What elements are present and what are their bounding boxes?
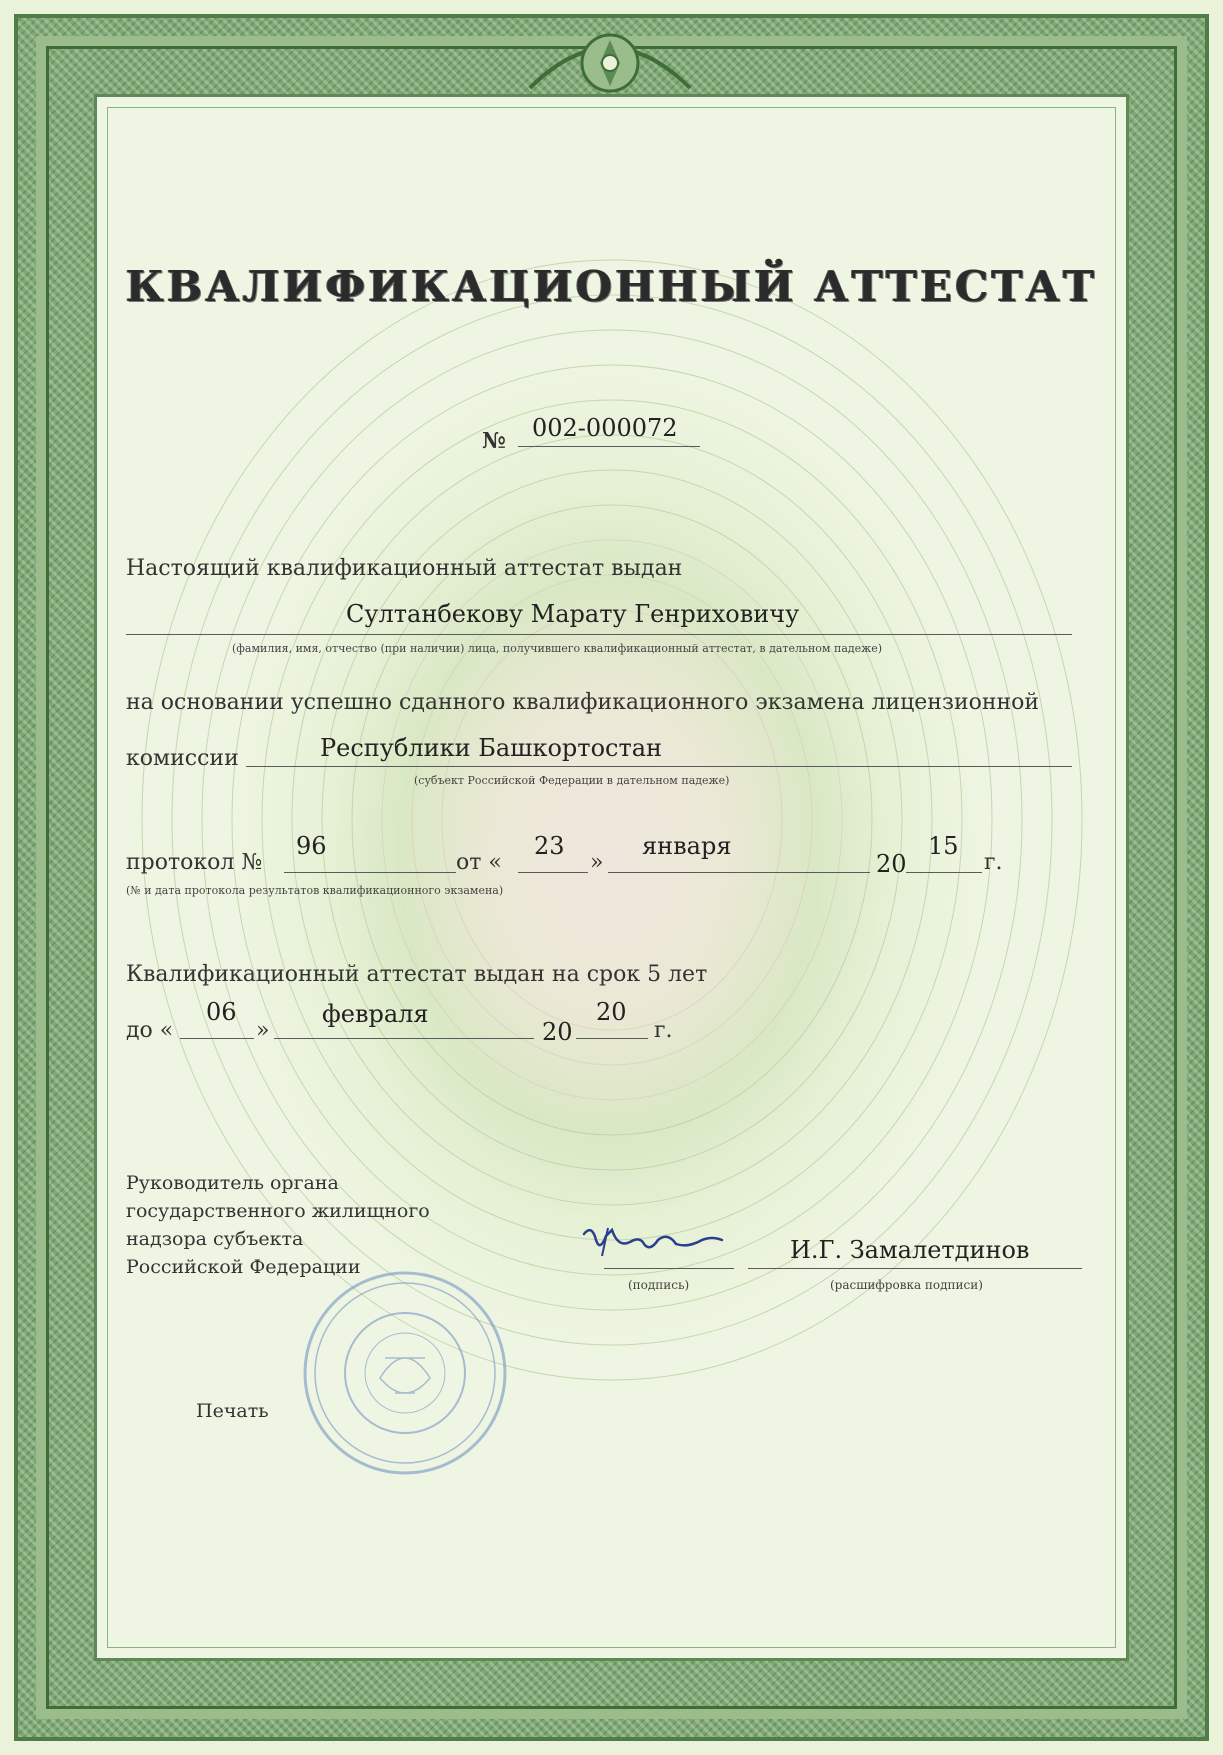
until-year-g: г. — [654, 1018, 673, 1043]
protocol-label: протокол № — [126, 850, 263, 875]
commission-label: комиссии — [126, 746, 239, 771]
certificate-title: КВАЛИФИКАЦИОННЫЙ АТТЕСТАТ — [125, 262, 1098, 311]
head-title-line4: Российской Федерации — [126, 1256, 361, 1278]
recipient-hint: (фамилия, имя, отчество (при наличии) лица, получившего квалификационный аттестат, в дательном падеже) — [232, 642, 883, 655]
protocol-quote-close: » — [590, 850, 604, 875]
protocol-year-g: г. — [984, 850, 1003, 875]
signature-icon — [578, 1222, 728, 1262]
number-underline — [518, 446, 700, 447]
commission-underline — [246, 766, 1072, 767]
until-day-underline — [180, 1038, 254, 1039]
head-title-line1: Руководитель органа — [126, 1172, 339, 1194]
until-label: до « — [126, 1018, 174, 1043]
recipient-name: Султанбекову Марату Генриховичу — [346, 600, 800, 628]
seal-label: Печать — [196, 1400, 269, 1422]
validity-label: Квалификационный аттестат выдан на срок 5 лет — [126, 962, 708, 987]
signature-underline — [604, 1268, 734, 1269]
official-seal-icon — [300, 1268, 510, 1478]
signatory-underline — [748, 1268, 1082, 1269]
commission-name: Республики Башкортостан — [320, 734, 663, 762]
protocol-hint: (№ и дата протокола результатов квалификационного экзамена) — [126, 884, 504, 897]
protocol-from: от « — [456, 850, 502, 875]
protocol-number: 96 — [296, 832, 327, 860]
protocol-number-underline — [284, 872, 456, 873]
certificate-number: 002-000072 — [532, 414, 678, 442]
commission-hint: (субъект Российской Федерации в дательном падеже) — [414, 774, 730, 787]
until-month: февраля — [322, 1000, 429, 1028]
until-year-underline — [576, 1038, 648, 1039]
protocol-month: января — [642, 832, 732, 860]
decoding-hint: (расшифровка подписи) — [830, 1278, 983, 1292]
recipient-underline — [126, 634, 1072, 635]
basis-line: на основании успешно сданного квалификационного экзамена лицензионной — [126, 690, 1040, 715]
signatory-name: И.Г. Замалетдинов — [790, 1236, 1030, 1264]
signature-hint: (подпись) — [628, 1278, 690, 1292]
protocol-year-prefix: 20 — [876, 850, 907, 878]
protocol-month-underline — [608, 872, 870, 873]
protocol-day: 23 — [534, 832, 565, 860]
protocol-year-suffix: 15 — [928, 832, 959, 860]
issued-label: Настоящий квалификационный аттестат выдан — [126, 556, 683, 581]
head-title-line3: надзора субъекта — [126, 1228, 304, 1250]
certificate-field — [94, 94, 1129, 1661]
top-ornament-icon — [520, 18, 700, 108]
head-title-line2: государственного жилищного — [126, 1200, 430, 1222]
until-year-prefix: 20 — [542, 1018, 573, 1046]
until-month-underline — [274, 1038, 534, 1039]
until-year-suffix: 20 — [596, 998, 627, 1026]
protocol-day-underline — [518, 872, 588, 873]
until-day: 06 — [206, 998, 237, 1026]
number-label: № — [482, 428, 506, 454]
until-quote-close: » — [256, 1018, 270, 1043]
protocol-year-underline — [906, 872, 982, 873]
